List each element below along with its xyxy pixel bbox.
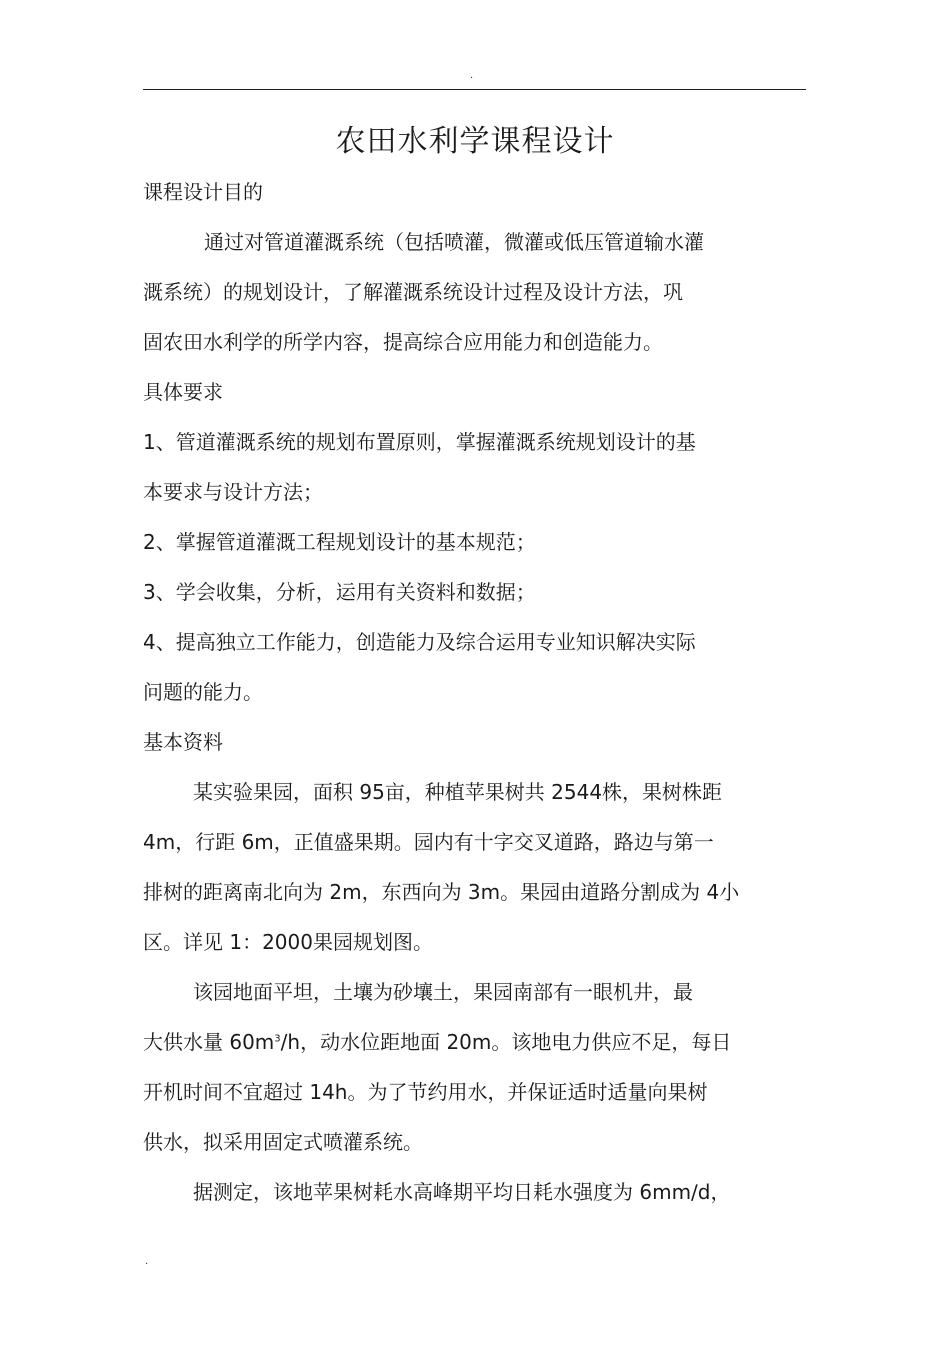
requirement-item: 2、掌握管道灌溉工程规划设计的基本规范； xyxy=(143,530,536,554)
requirement-item: 问题的能力。 xyxy=(143,680,263,704)
paragraph-line: 开机时间不宜超过 14h。为了节约用水，并保证适时适量向果树 xyxy=(143,1080,708,1104)
paragraph-line xyxy=(143,1028,731,1056)
paragraph-line: 某实验果园，面积 95亩，种植苹果树共 2544株，果树株距 xyxy=(193,780,723,804)
section-heading-basic-data: 基本资料 xyxy=(143,730,223,754)
paragraph-line: 排树的距离南北向为 2m，东西向为 3m。果园由道路分割成为 4小 xyxy=(143,880,740,904)
requirement-item: 本要求与设计方法； xyxy=(143,480,323,504)
paragraph-line: 区。详见 1：2000果园规划图。 xyxy=(143,930,433,954)
header-rule xyxy=(143,89,806,90)
text-segment: /h，动水位距地面 20m。该地电力供应不足，每日 xyxy=(280,1030,732,1054)
section-heading-requirements: 具体要求 xyxy=(143,380,223,404)
text-segment: 大供水量 60m xyxy=(143,1030,275,1054)
requirement-item: 1、管道灌溉系统的规划布置原则，掌握灌溉系统规划设计的基 xyxy=(143,430,696,454)
footer-marker: . xyxy=(145,1256,149,1267)
section-heading-purpose: 课程设计目的 xyxy=(143,180,263,204)
document-title: 农田水利学课程设计 xyxy=(335,124,615,159)
header-marker: . xyxy=(470,70,474,81)
paragraph-line: 该园地面平坦，土壤为砂壤土，果园南部有一眼机井，最 xyxy=(193,980,693,1004)
requirement-item: 4、提高独立工作能力，创造能力及综合运用专业知识解决实际 xyxy=(143,630,696,654)
paragraph-line: 4m，行距 6m，正值盛果期。园内有十字交叉道路，路边与第一 xyxy=(143,830,714,854)
paragraph-line: 据测定，该地苹果树耗水高峰期平均日耗水强度为 6mm∕d， xyxy=(193,1180,731,1204)
superscript: 3 xyxy=(274,1033,281,1045)
paragraph-line: 供水，拟采用固定式喷灌系统。 xyxy=(143,1130,423,1154)
paragraph-line: 固农田水利学的所学内容，提高综合应用能力和创造能力。 xyxy=(143,330,663,354)
paragraph-line: 通过对管道灌溉系统（包括喷灌，微灌或低压管道输水灌 xyxy=(204,230,704,254)
requirement-item: 3、学会收集，分析，运用有关资料和数据； xyxy=(143,580,536,604)
paragraph-line: 溉系统）的规划设计，了解灌溉系统设计过程及设计方法，巩 xyxy=(143,280,683,304)
